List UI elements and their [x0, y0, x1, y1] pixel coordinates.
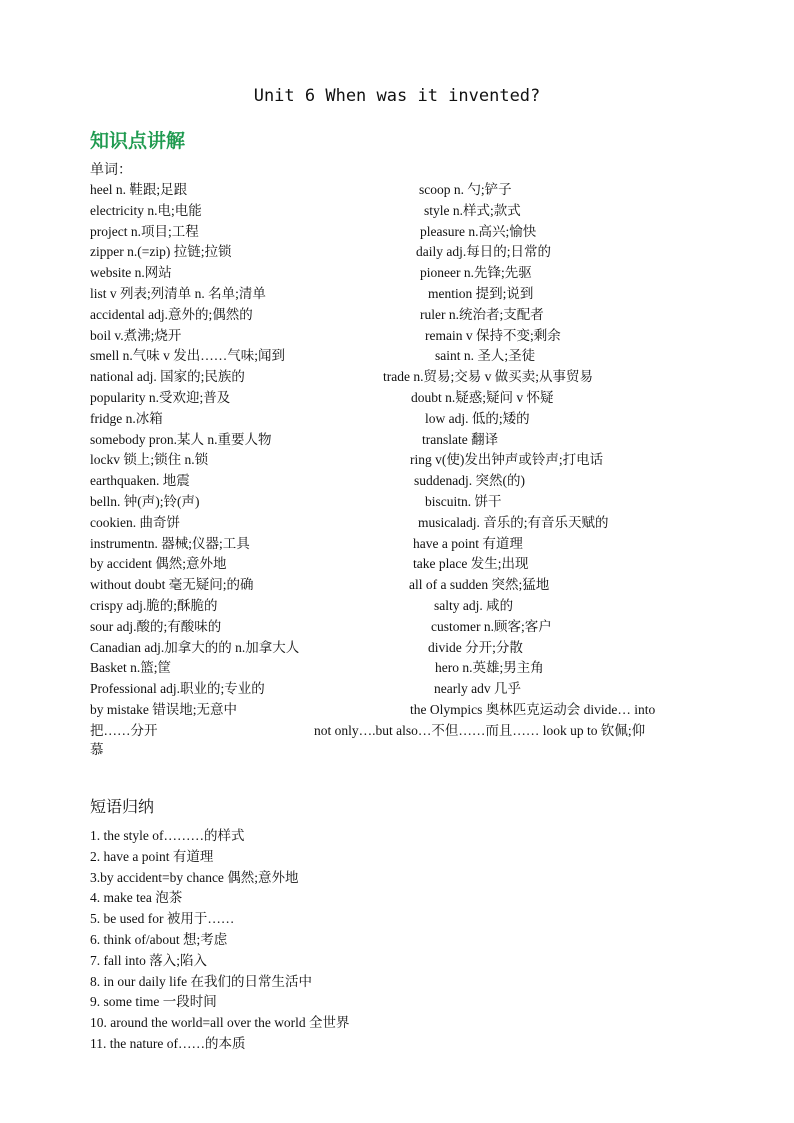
phrase-item: 2. have a point 有道理: [90, 848, 214, 864]
vocab-right: ruler n.统治者;支配者: [420, 306, 544, 322]
vocab-row: [0, 513, 794, 534]
vocab-left: heel n. 鞋跟;足跟: [90, 182, 188, 197]
phrase-item: 7. fall into 落入;陷入: [90, 952, 207, 968]
vocab-left: somebody pron.某人 n.重要人物: [90, 431, 272, 447]
vocab-right: suddenadj. 突然(的): [414, 473, 525, 489]
vocab-list: [0, 180, 794, 721]
vocab-left: by mistake 错误地;无意中: [90, 701, 237, 717]
vocab-row: [0, 367, 794, 388]
vocab-row: [0, 658, 794, 679]
vocab-left: cookien. 曲奇饼: [90, 514, 180, 530]
vocab-right: hero n.英雄;男主角: [435, 660, 544, 676]
vocab-right: translate 翻译: [422, 431, 499, 447]
vocab-row: [0, 263, 794, 284]
vocab-left: Basket n.篮;筐: [90, 660, 171, 676]
phrase-item: 6. think of/about 想;考虑: [90, 931, 228, 947]
vocab-right: trade n.贸易;交易 v 做买卖;从事贸易: [383, 369, 593, 385]
vocab-left: accidental adj.意外的;偶然的: [90, 306, 253, 322]
vocab-right: the Olympics 奥林匹克运动会 divide… into: [410, 701, 656, 717]
vocab-left: smell n.气味 v 发出……气味;闻到: [90, 348, 285, 364]
vocab-right: remain v 保持不变;剩余: [425, 327, 561, 343]
vocab-row: [0, 388, 794, 409]
section-heading: 知识点讲解: [90, 130, 186, 152]
phrase-item: 5. be used for 被用于……: [90, 911, 235, 927]
vocab-left: list v 列表;列清单 n. 名单;清单: [90, 285, 266, 301]
phrases-list: [90, 826, 350, 1055]
vocab-left: project n.项目;工程: [90, 223, 199, 239]
vocab-row: [0, 242, 794, 263]
vocab-wrap-part: 把……分开: [90, 723, 158, 738]
vocab-right: take place 发生;出现: [413, 556, 529, 572]
vocab-row: [0, 617, 794, 638]
vocab-left: popularity n.受欢迎;普及: [90, 389, 231, 405]
vocab-right: salty adj. 咸的: [434, 597, 514, 613]
vocab-row: [0, 346, 794, 367]
vocab-row: [0, 638, 794, 659]
vocab-right: ring v(使)发出钟声或铃声;打电话: [410, 452, 604, 468]
vocab-row: [0, 284, 794, 305]
vocab-right: pleasure n.高兴;愉快: [420, 223, 537, 239]
vocab-row: [0, 596, 794, 617]
vocab-left: without doubt 毫无疑问;的确: [90, 577, 254, 593]
phrase-item: 1. the style of………的样式: [90, 828, 245, 843]
vocab-right: mention 提到;说到: [428, 285, 534, 301]
vocab-row: [0, 700, 794, 721]
vocab-row: [0, 326, 794, 347]
vocab-right: style n.样式;款式: [424, 202, 521, 218]
vocab-right: biscuitn. 饼干: [425, 493, 502, 509]
vocab-left: sour adj.酸的;有酸味的: [90, 618, 222, 634]
vocab-right: scoop n. 勺;铲子: [419, 182, 512, 197]
vocab-right: have a point 有道理: [413, 535, 523, 551]
vocab-row: [0, 180, 794, 201]
vocab-row: [0, 534, 794, 555]
vocab-row: [0, 679, 794, 700]
vocab-right: pioneer n.先锋;先驱: [420, 265, 532, 281]
vocab-wrap-part: 慕: [90, 742, 104, 757]
phrase-item: 11. the nature of……的本质: [90, 1035, 246, 1051]
vocab-row: [0, 201, 794, 222]
phrase-item: 9. some time 一段时间: [90, 994, 217, 1010]
vocab-row: [0, 430, 794, 451]
vocab-right: customer n.顾客;客户: [431, 618, 552, 634]
vocab-left: national adj. 国家的;民族的: [90, 369, 245, 385]
vocab-right: low adj. 低的;矮的: [425, 410, 530, 426]
vocab-left: website n.网站: [90, 265, 172, 281]
vocab-wrap-part: not only….but also…不但……而且…… look up to 钦佩;仰: [314, 723, 646, 738]
vocab-left: instrumentn. 器械;仪器;工具: [90, 535, 250, 551]
vocab-left: lockv 锁上;锁住 n.锁: [90, 452, 209, 468]
vocab-left: electricity n.电;电能: [90, 202, 202, 218]
vocab-left: earthquaken. 地震: [90, 473, 190, 489]
vocab-left: crispy adj.脆的;酥脆的: [90, 597, 218, 613]
vocab-row: [0, 492, 794, 513]
vocab-right: daily adj.每日的;日常的: [416, 244, 551, 260]
vocab-row: [0, 305, 794, 326]
page-title: Unit 6 When was it invented?: [253, 86, 541, 106]
vocab-left: boil v.煮沸;烧开: [90, 327, 182, 343]
vocab-left: belln. 钟(声);铃(声): [90, 493, 200, 509]
phrase-item: 8. in our daily life 在我们的日常生活中: [90, 973, 312, 989]
vocab-row: [0, 450, 794, 471]
vocab-left: by accident 偶然;意外地: [90, 556, 227, 572]
vocab-row: [0, 554, 794, 575]
vocab-left: zipper n.(=zip) 拉链;拉锁: [90, 244, 232, 260]
vocab-right: doubt n.疑惑;疑问 v 怀疑: [411, 389, 554, 405]
vocab-label: 单词：: [90, 163, 132, 178]
phrases-heading: 短语归纳: [90, 799, 155, 816]
vocab-right: nearly adv 几乎: [434, 681, 521, 697]
phrase-item: 4. make tea 泡茶: [90, 890, 183, 906]
vocab-right: saint n. 圣人;圣徒: [435, 348, 536, 364]
vocab-right: all of a sudden 突然;猛地: [409, 577, 550, 593]
vocab-left: Professional adj.职业的;专业的: [90, 681, 265, 697]
phrase-item: 3.by accident=by chance 偶然;意外地: [90, 869, 299, 885]
vocab-left: fridge n.冰箱: [90, 410, 163, 426]
phrase-item: 10. around the world=all over the world 全世界: [90, 1015, 350, 1031]
vocab-row: [0, 222, 794, 243]
vocab-right: musicaladj. 音乐的;有音乐天赋的: [418, 514, 609, 530]
vocab-right: divide 分开;分散: [428, 639, 523, 655]
vocab-left: Canadian adj.加拿大的的 n.加拿大人: [90, 639, 300, 655]
vocab-row: [0, 575, 794, 596]
vocab-row: [0, 471, 794, 492]
vocab-row: [0, 409, 794, 430]
